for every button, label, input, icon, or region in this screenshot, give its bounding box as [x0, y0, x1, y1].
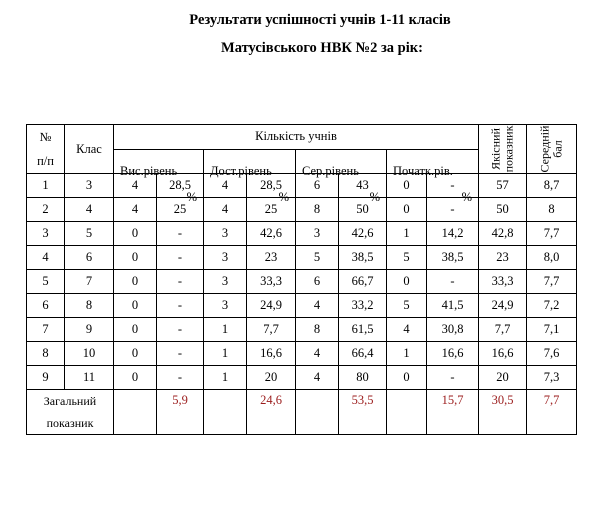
- row-class: 4: [65, 198, 114, 222]
- table-row: [27, 342, 577, 366]
- quality-index: 50: [479, 198, 527, 222]
- sufficient-percent: 20: [247, 366, 296, 390]
- average-score: 7,7: [527, 270, 577, 294]
- average-score: 8: [527, 198, 577, 222]
- sufficient-count: 3: [204, 294, 247, 318]
- quality-index: 20: [479, 366, 527, 390]
- high-count: 0: [114, 246, 157, 270]
- initial-percent: -: [427, 270, 479, 294]
- medium-count: 4: [296, 366, 339, 390]
- initial-count: 0: [387, 174, 427, 198]
- sufficient-count: 1: [204, 366, 247, 390]
- average-score: 7,2: [527, 294, 577, 318]
- medium-percent: 66,4: [339, 342, 387, 366]
- initial-percent: 14,2: [427, 222, 479, 246]
- sufficient-count: 1: [204, 342, 247, 366]
- quality-index: 33,3: [479, 270, 527, 294]
- medium-count: 8: [296, 318, 339, 342]
- average-score: 7,7: [527, 222, 577, 246]
- total-initial-count: [387, 390, 427, 435]
- initial-percent: -: [427, 198, 479, 222]
- level-percent-sign: %: [186, 189, 197, 204]
- initial-count: 4: [387, 318, 427, 342]
- high-percent: -: [157, 270, 204, 294]
- quality-index: 42,8: [479, 222, 527, 246]
- level-name: Вис.рівень: [120, 163, 178, 178]
- high-count: 4: [114, 198, 157, 222]
- initial-count: 0: [387, 366, 427, 390]
- medium-percent: 66,7: [339, 270, 387, 294]
- quality-index: 7,7: [479, 318, 527, 342]
- header-quality: [479, 125, 527, 174]
- high-count: 0: [114, 294, 157, 318]
- row-number: 4: [27, 246, 65, 270]
- high-count: 0: [114, 222, 157, 246]
- table-row: [27, 246, 577, 270]
- medium-count: 4: [296, 342, 339, 366]
- medium-percent: 43: [339, 174, 387, 198]
- level-name: Дост.рівень: [210, 163, 272, 178]
- header-average-line2: бал: [550, 139, 565, 158]
- row-class: 7: [65, 270, 114, 294]
- medium-count: 8: [296, 198, 339, 222]
- initial-count: 1: [387, 222, 427, 246]
- header-average: [527, 125, 577, 174]
- medium-count: 4: [296, 294, 339, 318]
- total-high-count: [114, 390, 157, 435]
- initial-count: 0: [387, 270, 427, 294]
- high-percent: -: [157, 246, 204, 270]
- header-class: Клас: [65, 125, 114, 174]
- sufficient-percent: 16,6: [247, 342, 296, 366]
- total-sufficient-percent: 24,6: [247, 390, 296, 435]
- medium-count: 3: [296, 222, 339, 246]
- header-level-initial: [387, 149, 479, 204]
- table-row: [27, 222, 577, 246]
- table-row: [27, 270, 577, 294]
- initial-count: 5: [387, 294, 427, 318]
- initial-percent: -: [427, 366, 479, 390]
- header-number-symbol: №: [39, 130, 52, 144]
- sufficient-percent: 23: [247, 246, 296, 270]
- average-score: 8,7: [527, 174, 577, 198]
- initial-percent: -: [427, 174, 479, 198]
- total-quality-index: 30,5: [479, 390, 527, 435]
- table-row: [27, 294, 577, 318]
- header-number: [27, 125, 65, 174]
- level-percent-sign: %: [278, 189, 289, 204]
- total-label-line1: Загальний: [43, 394, 97, 408]
- medium-count: 6: [296, 270, 339, 294]
- medium-percent: 61,5: [339, 318, 387, 342]
- high-count: 4: [114, 174, 157, 198]
- row-class: 9: [65, 318, 114, 342]
- high-percent: -: [157, 318, 204, 342]
- row-number: 1: [27, 174, 65, 198]
- sufficient-percent: 42,6: [247, 222, 296, 246]
- medium-percent: 38,5: [339, 246, 387, 270]
- sufficient-count: 4: [204, 198, 247, 222]
- sufficient-count: 3: [204, 246, 247, 270]
- header-number-abbrev: п/п: [37, 154, 54, 168]
- header-row-top: [27, 125, 577, 150]
- high-count: 0: [114, 366, 157, 390]
- row-class: 8: [65, 294, 114, 318]
- level-percent-sign: %: [369, 189, 380, 204]
- medium-percent: 42,6: [339, 222, 387, 246]
- total-label: [27, 390, 114, 435]
- header-student-count: Кількість учнів: [114, 125, 479, 150]
- high-percent: -: [157, 342, 204, 366]
- row-class: 5: [65, 222, 114, 246]
- average-score: 7,3: [527, 366, 577, 390]
- level-name: Сер.рівень: [302, 163, 359, 178]
- header-average-line1: Середній: [537, 125, 552, 172]
- total-label-line2: показник: [46, 416, 94, 430]
- medium-count: 5: [296, 246, 339, 270]
- average-score: 7,1: [527, 318, 577, 342]
- medium-percent: 33,2: [339, 294, 387, 318]
- total-medium-count: [296, 390, 339, 435]
- row-number: 2: [27, 198, 65, 222]
- sufficient-percent: 24,9: [247, 294, 296, 318]
- medium-count: 6: [296, 174, 339, 198]
- report-subtitle: Матусівського НВК №2 за рік:: [221, 40, 423, 56]
- row-number: 3: [27, 222, 65, 246]
- initial-count: 0: [387, 198, 427, 222]
- average-score: 7,6: [527, 342, 577, 366]
- high-percent: -: [157, 366, 204, 390]
- table-row: [27, 198, 577, 222]
- high-percent: 28,5: [157, 174, 204, 198]
- high-count: 0: [114, 318, 157, 342]
- high-percent: 25: [157, 198, 204, 222]
- level-name: Початк.рів.: [393, 163, 453, 178]
- high-count: 0: [114, 270, 157, 294]
- initial-percent: 30,8: [427, 318, 479, 342]
- row-number: 5: [27, 270, 65, 294]
- header-quality-line2: показник: [501, 125, 516, 172]
- quality-index: 24,9: [479, 294, 527, 318]
- sufficient-percent: 25: [247, 198, 296, 222]
- sufficient-percent: 33,3: [247, 270, 296, 294]
- sufficient-count: 3: [204, 222, 247, 246]
- row-class: 10: [65, 342, 114, 366]
- high-percent: -: [157, 222, 204, 246]
- row-class: 6: [65, 246, 114, 270]
- initial-count: 1: [387, 342, 427, 366]
- row-number: 7: [27, 318, 65, 342]
- sufficient-count: 3: [204, 270, 247, 294]
- initial-count: 5: [387, 246, 427, 270]
- sufficient-percent: 28,5: [247, 174, 296, 198]
- quality-index: 57: [479, 174, 527, 198]
- quality-index: 23: [479, 246, 527, 270]
- total-row: [27, 390, 577, 435]
- sufficient-percent: 7,7: [247, 318, 296, 342]
- row-class: 11: [65, 366, 114, 390]
- total-medium-percent: 53,5: [339, 390, 387, 435]
- average-score: 8,0: [527, 246, 577, 270]
- medium-percent: 80: [339, 366, 387, 390]
- total-sufficient-count: [204, 390, 247, 435]
- table-row: [27, 366, 577, 390]
- total-initial-percent: 15,7: [427, 390, 479, 435]
- total-high-percent: 5,9: [157, 390, 204, 435]
- row-number: 9: [27, 366, 65, 390]
- high-count: 0: [114, 342, 157, 366]
- sufficient-count: 4: [204, 174, 247, 198]
- row-class: 3: [65, 174, 114, 198]
- table-row: [27, 318, 577, 342]
- initial-percent: 38,5: [427, 246, 479, 270]
- medium-percent: 50: [339, 198, 387, 222]
- initial-percent: 16,6: [427, 342, 479, 366]
- results-table: [26, 124, 577, 435]
- initial-percent: 41,5: [427, 294, 479, 318]
- report-title: Результати успішності учнів 1-11 класів: [189, 12, 451, 28]
- quality-index: 16,6: [479, 342, 527, 366]
- level-percent-sign: %: [461, 189, 472, 204]
- header-quality-line1: Якісний: [488, 127, 503, 170]
- row-number: 8: [27, 342, 65, 366]
- high-percent: -: [157, 294, 204, 318]
- total-average-score: 7,7: [527, 390, 577, 435]
- sufficient-count: 1: [204, 318, 247, 342]
- row-number: 6: [27, 294, 65, 318]
